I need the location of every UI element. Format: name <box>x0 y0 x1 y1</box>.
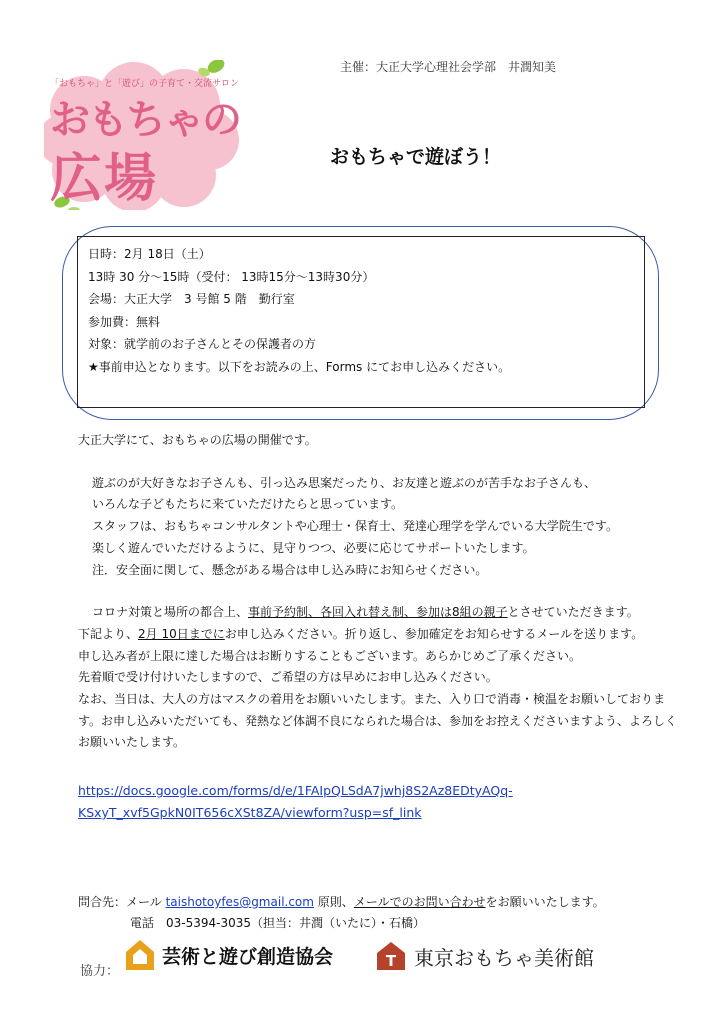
logo-title-line1: おもちゃの <box>50 97 240 143</box>
para3-deadline: 2月 10日までに <box>138 626 225 641</box>
para7: す。お申し込みいただいても、発熱など体調不良になられた場合は、参加をお控えくださいますよう、よろしく <box>78 713 678 728</box>
form-link[interactable] <box>78 780 513 824</box>
contact-note-a: 原則、 <box>317 895 354 909</box>
contact-tel: 電話 03-5394-3035（担当：井潤（いたに）・石橋） <box>130 916 426 930</box>
para5: 先着順で受け付けいたしますので、ご希望の方は早めにお申し込みください。 <box>78 670 498 685</box>
info-date: 日時：2月 18日（土） <box>88 247 211 261</box>
cooperation-org1-name: 芸術と遊び創造協会 <box>162 945 334 968</box>
cooperation-org1 <box>124 938 333 972</box>
para4: 申し込み者が上限に達した場合はお断りすることもございます。あらかじめご了承ください。 <box>78 648 582 663</box>
para2-emphasis: 事前予約制、各回入れ替え制、参加は8組の親子 <box>248 605 508 620</box>
para2 <box>78 602 678 624</box>
para1-line1: 遊ぶのが大好きなお子さんも、引っ込み思案だったり、お友達と遊ぶのが苦手なお子さんも、 <box>92 475 597 490</box>
contact-label: 問合先：メール <box>78 895 162 909</box>
info-fee: 参加費：無料 <box>88 314 161 329</box>
museum-mark-letter: T <box>385 952 397 970</box>
para6: なお、当日は、大人の方はマスクの着用をお願いいたします。また、入り口で消毒・検温をお願いしておりま <box>78 692 666 707</box>
para1-line3: スタッフは、おもちゃコンサルタントや心理士・保育士、発達心理学を学んでいる大学院生です。 <box>92 519 618 534</box>
body-text <box>78 430 678 754</box>
para3-a: 下記より、 <box>78 626 139 641</box>
contact-email-line <box>78 892 605 913</box>
museum-house-icon <box>376 940 406 972</box>
para2-a: コロナ対策と場所の都合上、 <box>92 605 249 620</box>
contact-note-c: をお願いいたします。 <box>485 895 605 909</box>
info-time: 13時 30 分～15時（受付： 13時15分～13時30分） <box>88 269 375 284</box>
form-link-line1[interactable]: https://docs.google.com/forms/d/e/1FAIpQLSdA7jwhj8S2Az8EDtyAQq- <box>78 783 513 798</box>
logo-subtitle: 「おもちゃ」と「遊び」の子育て・交流サロン <box>50 79 240 89</box>
para1-line5: 注．安全面に関して、懸念がある場合は申し込み時にお知らせください。 <box>92 562 488 577</box>
para3 <box>78 624 678 646</box>
para2-c: とさせていただきます。 <box>507 605 639 620</box>
contact-note-emphasis: メールでのお問い合わせ <box>353 895 486 909</box>
cooperation-label: 協力： <box>80 964 120 979</box>
para3-c: お申し込みください。折り返し、参加確定をお知らせするメールを送ります。 <box>224 626 644 641</box>
contact-block <box>78 892 605 934</box>
form-link-line2[interactable]: KSxyT_xvf5GpkN0IT656cXSt8ZA/viewform?usp=sf_link <box>78 805 422 820</box>
cooperation-org2 <box>376 940 594 972</box>
info-venue: 会場：大正大学 3 号館 5 階 勤行室 <box>88 292 295 306</box>
logo-title-line2: 広場 <box>50 149 159 209</box>
para1-line4: 楽しく遊んでいただけるように、見守りつつ、必要に応じてサポートいたします。 <box>92 540 535 555</box>
page-title: おもちゃで遊ぼう！ <box>330 146 502 168</box>
info-target: 対象：就学前のお子さんとその保護者の方 <box>88 337 317 351</box>
organizer: 主催：大正大学心理社会学部 井潤知美 <box>340 60 557 74</box>
house-icon <box>124 938 156 972</box>
cooperation-org2-name: 東京おもちゃ美術館 <box>414 945 594 970</box>
intro: 大正大学にて、おもちゃの広場の開催です。 <box>78 433 317 447</box>
info-registration: ★事前申込となります。以下をお読みの上、Forms にてお申し込みください。 <box>88 359 511 374</box>
contact-email-link[interactable]: taishotoyfes@gmail.com <box>165 895 314 909</box>
para1-line2: いろんな子どもたちに来ていただけたらと思っています。 <box>92 497 404 512</box>
info-box <box>77 236 645 408</box>
para8: お願いいたします。 <box>78 735 186 750</box>
